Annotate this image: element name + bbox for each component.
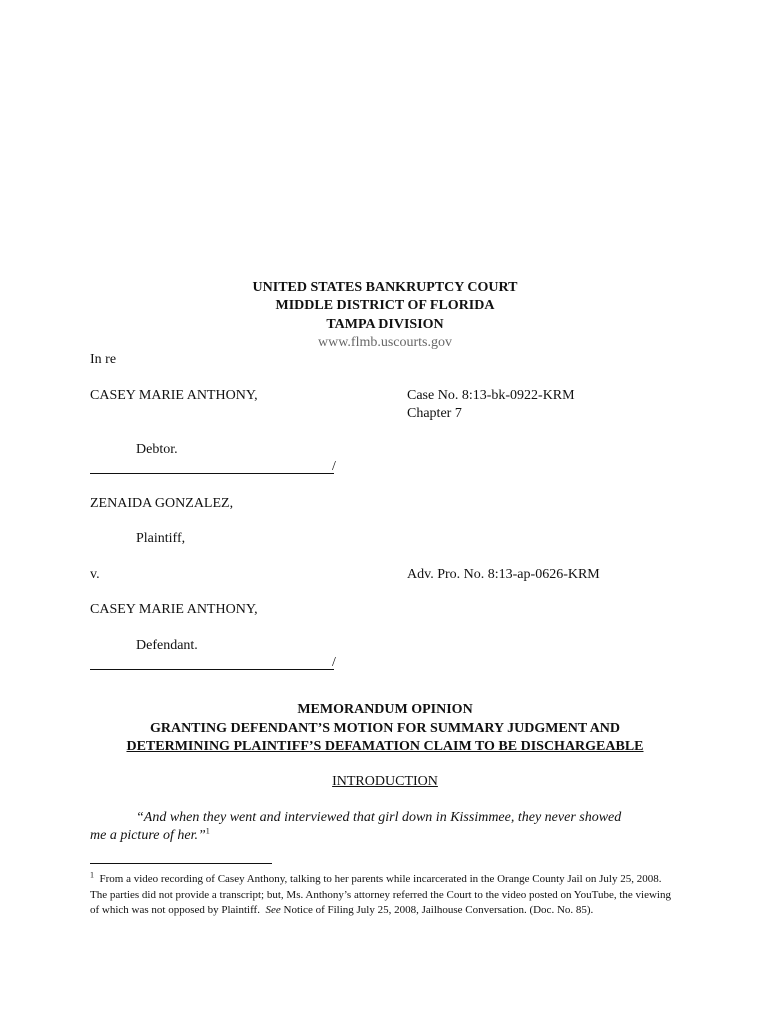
versus-label: v. bbox=[90, 567, 100, 582]
defendant-name: CASEY MARIE ANTHONY, bbox=[90, 602, 258, 617]
plaintiff-label: Plaintiff, bbox=[136, 531, 186, 546]
court-district: MIDDLE DISTRICT OF FLORIDA bbox=[275, 298, 495, 313]
caption-separator-slash: / bbox=[332, 459, 336, 474]
footnote-1 bbox=[90, 872, 680, 919]
opinion-title-line-1: MEMORANDUM OPINION bbox=[297, 702, 473, 717]
case-number: Case No. 8:13-bk-0922-KRM bbox=[407, 388, 575, 403]
caption-separator-slash-2: / bbox=[332, 655, 336, 670]
in-re-label: In re bbox=[90, 352, 117, 367]
opinion-title-line-2: GRANTING DEFENDANT’S MOTION FOR SUMMARY JUDGMENT AND bbox=[149, 721, 621, 736]
adversary-proceeding-number: Adv. Pro. No. 8:13-ap-0626-KRM bbox=[407, 567, 600, 582]
quote-line-2 bbox=[90, 828, 210, 844]
footnote-text-part-1: From a video recording of Casey Anthony, talking to her parents while incarcerated in the Orange County Jail on July 25, 2008. The parties did not provide a transcript; but, Ms. Anthony’s attorney referred the Court to the video posted on YouTube, the viewing of which was not opposed by Plaintiff. bbox=[90, 873, 671, 916]
footnote-text-part-2: Notice of Filing July 25, 2008, Jailhouse Conversation. (Doc. No. 85). bbox=[283, 904, 594, 916]
caption-separator-line-2 bbox=[90, 669, 334, 670]
plaintiff-name: ZENAIDA GONZALEZ, bbox=[90, 496, 234, 511]
caption-separator-line bbox=[90, 473, 334, 474]
footnote-separator bbox=[90, 863, 272, 864]
opinion-title-line-3: DETERMINING PLAINTIFF’S DEFAMATION CLAIM TO BE DISCHARGEABLE bbox=[126, 739, 644, 754]
quote-line-1: “And when they went and interviewed that girl down in Kissimmee, they never showed bbox=[136, 810, 622, 825]
debtor-name: CASEY MARIE ANTHONY, bbox=[90, 388, 258, 403]
debtor-label: Debtor. bbox=[136, 442, 178, 457]
footnote-number: 1 bbox=[90, 870, 94, 880]
quote-line-2-text: me a picture of her.” bbox=[90, 828, 206, 843]
court-website: www.flmb.uscourts.gov bbox=[317, 335, 453, 350]
introduction-heading: INTRODUCTION bbox=[332, 774, 438, 789]
footnote-see-signal: See bbox=[265, 904, 281, 916]
chapter-label: Chapter 7 bbox=[407, 406, 462, 421]
footnote-reference: 1 bbox=[205, 826, 210, 836]
court-division: TAMPA DIVISION bbox=[326, 317, 444, 332]
defendant-label: Defendant. bbox=[136, 638, 198, 653]
court-name: UNITED STATES BANKRUPTCY COURT bbox=[252, 280, 518, 295]
